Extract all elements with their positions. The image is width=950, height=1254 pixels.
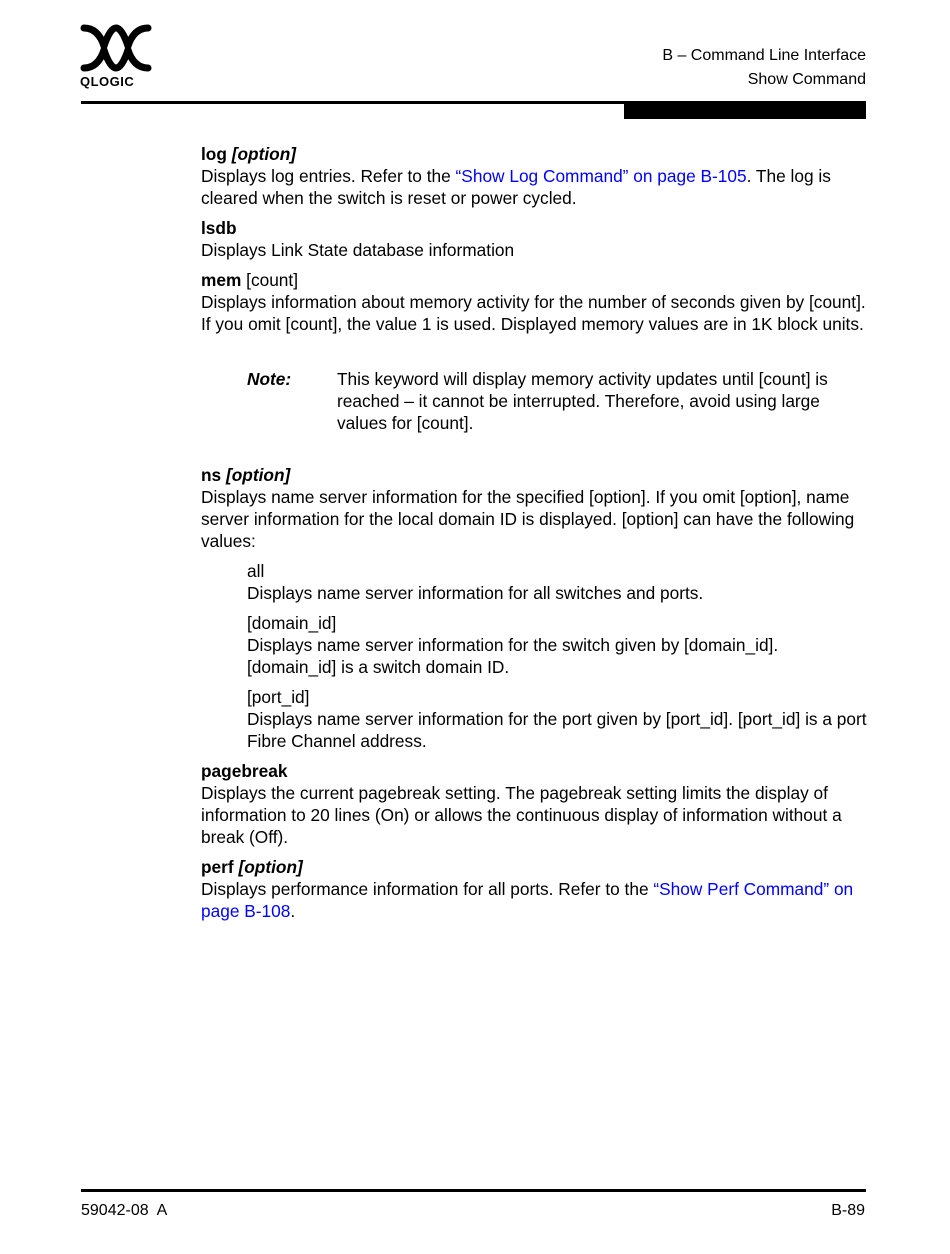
- keyword-option: [option]: [225, 465, 291, 485]
- entry-pagebreak: [201, 760, 869, 848]
- note-label: Note:: [247, 369, 292, 389]
- keyword-option: [option]: [238, 857, 303, 877]
- entry-log: [201, 143, 869, 209]
- keyword: perf: [201, 857, 234, 877]
- qlogic-logo-mark-icon: [80, 24, 152, 72]
- keyword: ns: [201, 465, 222, 485]
- option-value-desc: Displays name server information for the switch given by [domain_id]. [domain_id] is a switch domain ID.: [247, 635, 779, 677]
- entry-lsdb: [201, 217, 869, 261]
- entry-mem: [201, 269, 869, 434]
- entry-ns: [201, 464, 869, 752]
- page-number: B-89: [831, 1202, 865, 1219]
- entry-description: Displays log entries. Refer to the “Show Log Command” on page B-105. The log is cleared when the switch is reset or power cycled.: [201, 166, 831, 208]
- option-value-port-id: [247, 686, 869, 752]
- option-value-name: [port_id]: [247, 687, 310, 707]
- entry-description: Displays performance information for all ports. Refer to the “Show Perf Command” on page B-108.: [201, 879, 854, 921]
- option-value-desc: Displays name server information for all switches and ports.: [247, 583, 704, 603]
- header-bar: [624, 104, 866, 119]
- option-value-domain-id: [247, 612, 869, 678]
- keyword-argument: [count]: [241, 270, 299, 290]
- keyword: pagebreak: [201, 761, 288, 781]
- entry-perf: [201, 856, 869, 922]
- keyword-option: [option]: [231, 144, 297, 164]
- section-title: Show Command: [747, 71, 866, 88]
- keyword: lsdb: [201, 218, 237, 238]
- show-perf-command-link[interactable]: “Show Perf Command” on page B-108: [201, 879, 854, 921]
- qlogic-logo: [80, 24, 152, 92]
- entry-description: Displays information about memory activity for the number of seconds given by [count]. If you omit [count], the value 1 is used. Displayed memory values are in 1K block units.: [201, 292, 866, 334]
- document-number: 59042-08 A: [81, 1202, 168, 1219]
- chapter-title: B – Command Line Interface: [662, 47, 866, 64]
- entry-description: Displays the current pagebreak setting. The pagebreak setting limits the display of information to 20 lines (On) or allows the continuous display of information without a break (Off).: [201, 783, 842, 847]
- option-value-name: all: [247, 561, 265, 581]
- entry-description: Displays name server information for the specified [option]. If you omit [option], name server information for the local domain ID is displayed. [option] can have the following values:: [201, 487, 855, 551]
- page-body: [201, 143, 869, 930]
- option-value-all: [247, 560, 869, 604]
- footer-rule: [81, 1189, 866, 1192]
- option-value-name: [domain_id]: [247, 613, 337, 633]
- note-text: This keyword will display memory activity updates until [count] is reached – it cannot be interrupted. Therefore, avoid using large values for [count].: [337, 369, 828, 433]
- entry-description: Displays Link State database information: [201, 240, 515, 260]
- note: [247, 368, 869, 434]
- option-value-desc: Displays name server information for the port given by [port_id]. [port_id] is a port Fibre Channel address.: [247, 709, 867, 751]
- show-log-command-link[interactable]: “Show Log Command” on page B-105: [455, 166, 747, 186]
- logo-text: QLOGIC: [80, 74, 135, 89]
- keyword: log: [201, 144, 227, 164]
- keyword: mem: [201, 270, 242, 290]
- running-header: [662, 44, 866, 92]
